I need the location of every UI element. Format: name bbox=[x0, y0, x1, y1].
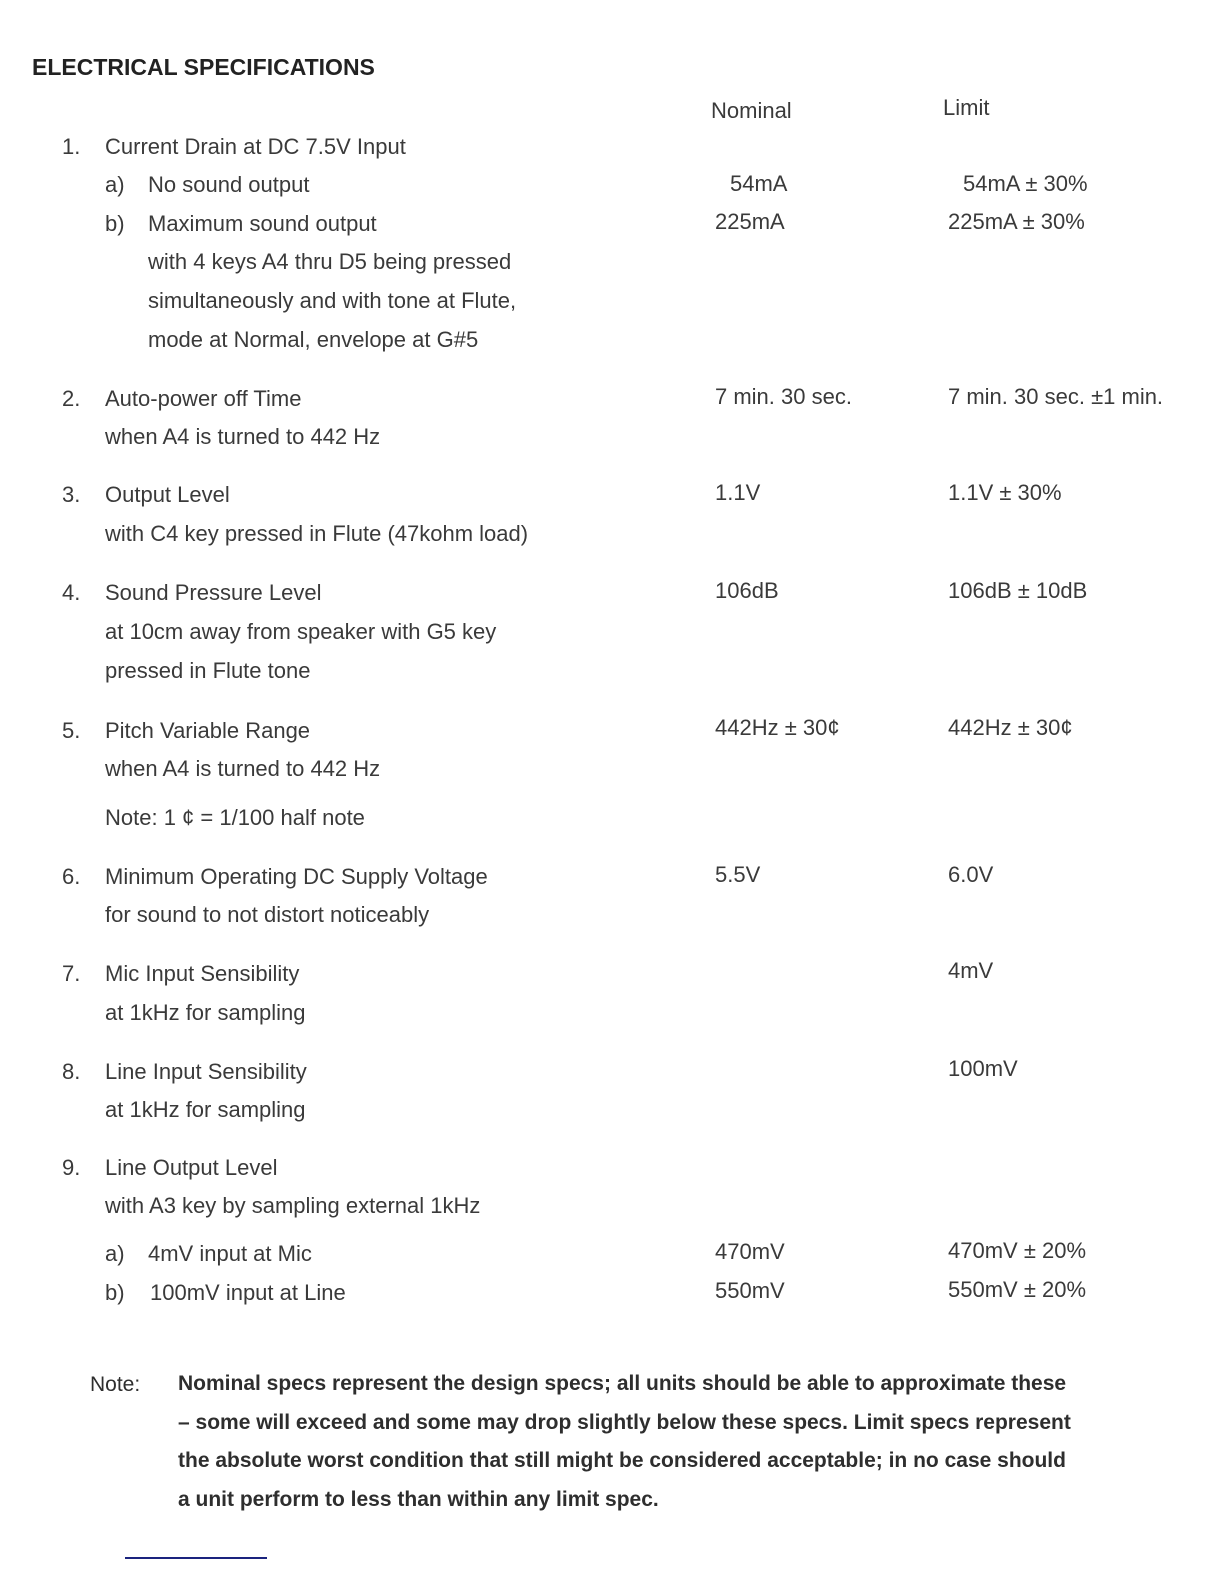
sub-label: No sound output bbox=[148, 172, 310, 197]
spec-number: 3. bbox=[62, 482, 81, 507]
footnote-divider bbox=[125, 1557, 267, 1559]
nominal-value: 7 min. 30 sec. bbox=[715, 384, 852, 409]
nominal-value: 442Hz ± 30¢ bbox=[715, 715, 840, 740]
spec-label: Pitch Variable Range bbox=[105, 718, 311, 743]
spec-detail: Note: 1 ¢ = 1/100 half note bbox=[105, 805, 365, 830]
spec-number: 9. bbox=[62, 1155, 81, 1180]
spec-detail: at 1kHz for sampling bbox=[105, 1000, 306, 1025]
spec-label: Minimum Operating DC Supply Voltage bbox=[105, 864, 488, 889]
sub-letter: a) bbox=[105, 172, 125, 197]
spec-detail: simultaneously and with tone at Flute, bbox=[148, 288, 517, 313]
sub-letter: b) bbox=[105, 1280, 125, 1305]
limit-value: 4mV bbox=[948, 958, 994, 983]
sub-label: Maximum sound output bbox=[148, 211, 377, 236]
limit-value: 106dB ± 10dB bbox=[948, 578, 1088, 603]
spec-detail: with 4 keys A4 thru D5 being pressed bbox=[148, 249, 512, 274]
spec-label: Current Drain at DC 7.5V Input bbox=[105, 134, 406, 159]
spec-number: 6. bbox=[62, 864, 81, 889]
spec-detail: with C4 key pressed in Flute (47kohm load) bbox=[105, 521, 529, 546]
limit-value: 6.0V bbox=[948, 862, 994, 887]
nominal-value: 54mA bbox=[730, 171, 788, 196]
spec-detail: pressed in Flute tone bbox=[105, 658, 311, 683]
spec-detail: for sound to not distort noticeably bbox=[105, 902, 430, 927]
limit-value: 442Hz ± 30¢ bbox=[948, 715, 1073, 740]
spec-label: Output Level bbox=[105, 482, 230, 507]
limit-value: 550mV ± 20% bbox=[948, 1277, 1087, 1302]
page-title: ELECTRICAL SPECIFICATIONS bbox=[32, 54, 375, 80]
header-limit: Limit bbox=[943, 95, 990, 120]
limit-value: 1.1V ± 30% bbox=[948, 480, 1062, 505]
spec-detail: at 1kHz for sampling bbox=[105, 1097, 306, 1122]
spec-number: 1. bbox=[62, 134, 81, 159]
spec-detail: with A3 key by sampling external 1kHz bbox=[105, 1193, 481, 1218]
spec-number: 7. bbox=[62, 961, 81, 986]
spec-label: Mic Input Sensibility bbox=[105, 961, 300, 986]
spec-number: 4. bbox=[62, 580, 81, 605]
spec-detail: when A4 is turned to 442 Hz bbox=[105, 424, 381, 449]
limit-value: 54mA ± 30% bbox=[963, 171, 1088, 196]
nominal-value: 225mA bbox=[715, 209, 785, 234]
nominal-value: 470mV bbox=[715, 1239, 785, 1264]
sub-letter: a) bbox=[105, 1241, 125, 1266]
spec-number: 2. bbox=[62, 386, 81, 411]
spec-label: Line Output Level bbox=[105, 1155, 278, 1180]
header-nominal: Nominal bbox=[711, 98, 792, 123]
spec-label: Line Input Sensibility bbox=[105, 1059, 307, 1084]
spec-number: 8. bbox=[62, 1059, 81, 1084]
spec-detail: when A4 is turned to 442 Hz bbox=[105, 756, 381, 781]
note-line: – some will exceed and some may drop slightly below these specs. Limit specs represent bbox=[178, 1411, 1071, 1434]
sub-letter: b) bbox=[105, 211, 125, 236]
limit-value: 225mA ± 30% bbox=[948, 209, 1085, 234]
spec-detail: mode at Normal, envelope at G#5 bbox=[148, 327, 479, 352]
note-line: Nominal specs represent the design specs; all units should be able to approximate these bbox=[178, 1372, 1067, 1395]
note-line: a unit perform to less than within any limit spec. bbox=[178, 1488, 659, 1511]
note-line: the absolute worst condition that still might be considered acceptable; in no case should bbox=[178, 1449, 1066, 1472]
limit-value: 100mV bbox=[948, 1056, 1018, 1081]
spec-label: Sound Pressure Level bbox=[105, 580, 322, 605]
nominal-value: 106dB bbox=[715, 578, 779, 603]
spec-number: 5. bbox=[62, 718, 81, 743]
nominal-value: 1.1V bbox=[715, 480, 761, 505]
limit-value: 470mV ± 20% bbox=[948, 1238, 1087, 1263]
nominal-value: 5.5V bbox=[715, 862, 761, 887]
nominal-value: 550mV bbox=[715, 1278, 785, 1303]
limit-value: 7 min. 30 sec. ±1 min. bbox=[948, 384, 1164, 409]
spec-detail: at 10cm away from speaker with G5 key bbox=[105, 619, 497, 644]
note-label: Note: bbox=[90, 1373, 141, 1396]
sub-label: 4mV input at Mic bbox=[148, 1241, 312, 1266]
spec-label: Auto-power off Time bbox=[105, 386, 302, 411]
sub-label: 100mV input at Line bbox=[150, 1280, 346, 1305]
